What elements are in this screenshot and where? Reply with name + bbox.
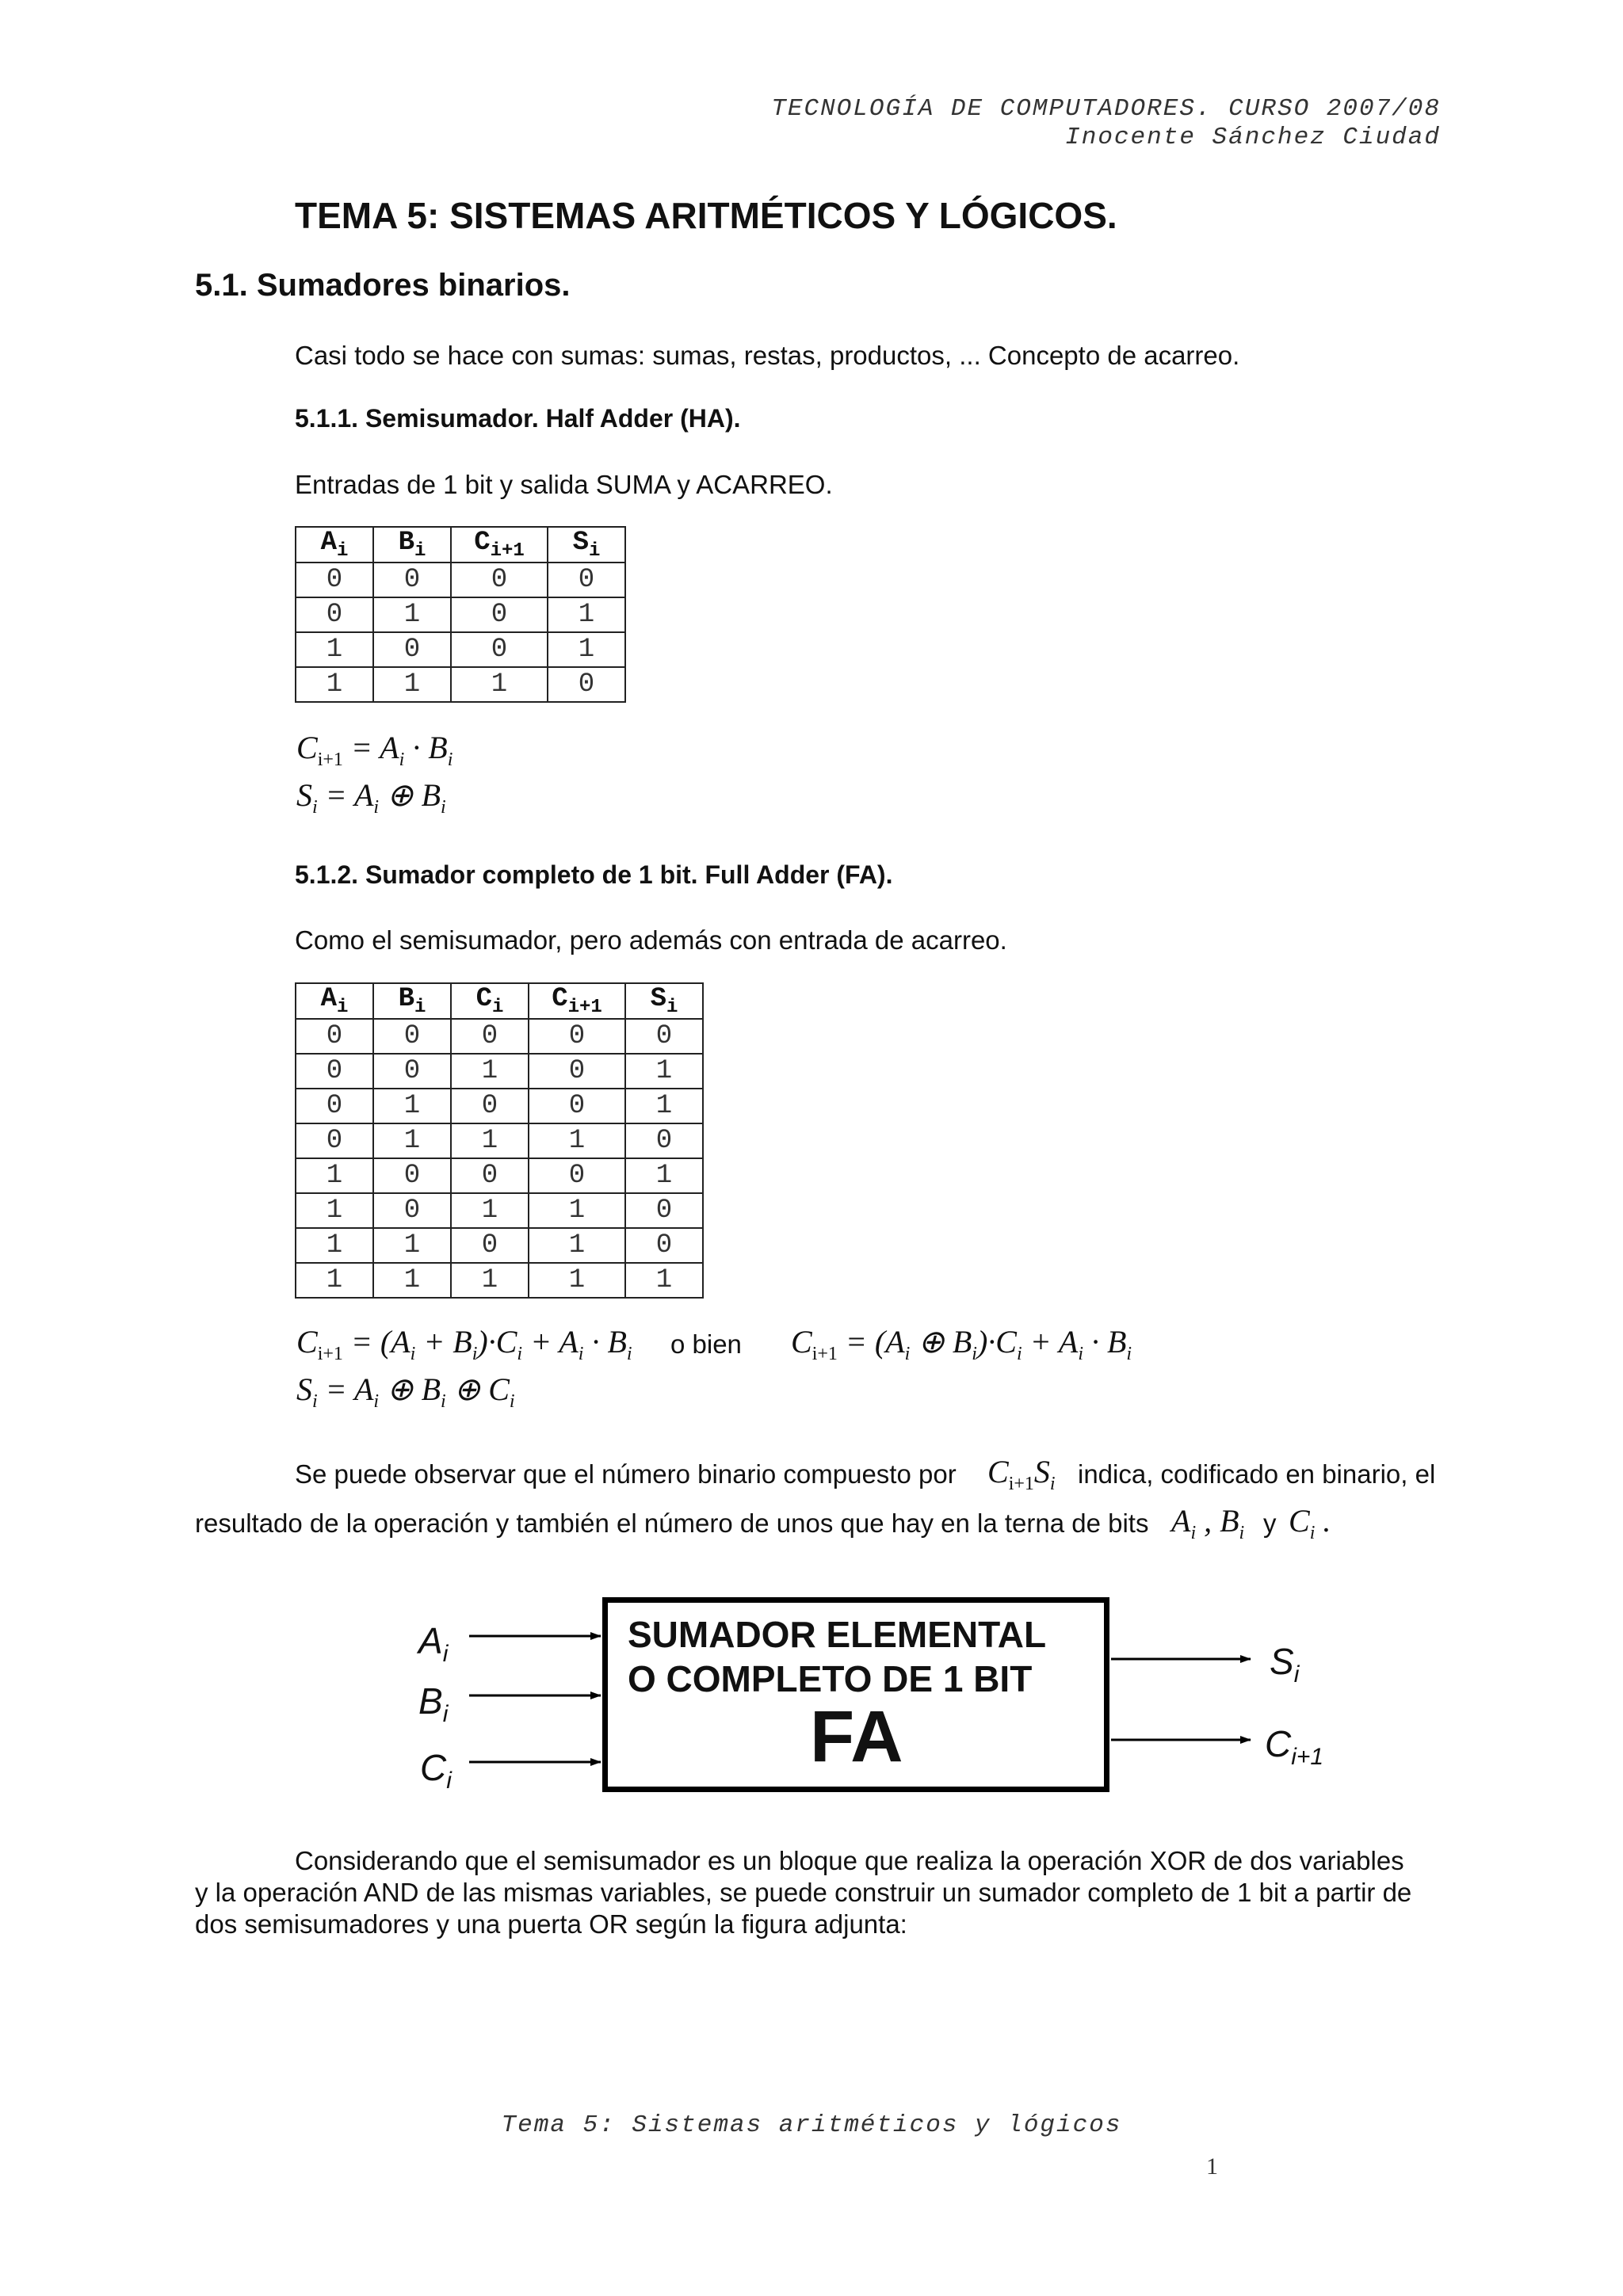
output-s-label: $S_i$ [1270, 1641, 1300, 1688]
table-cell: 1 [548, 632, 625, 667]
table-cell: 0 [451, 1019, 529, 1054]
fa-block-line1: SUMADOR ELEMENTAL [628, 1614, 1047, 1655]
considering-line1: Considerando que el semisumador es un bloque que realiza la operación XOR de dos variables [295, 1846, 1404, 1875]
input-a-label: $A_i$ [418, 1620, 449, 1668]
output-c-label: $C_{i+1}$ [1265, 1723, 1324, 1771]
table-cell: 0 [296, 1123, 373, 1158]
table-cell: 1 [451, 667, 548, 702]
fa-col-header: $B_i$ [373, 983, 451, 1019]
table-cell: 0 [451, 1228, 529, 1263]
fa-col-header: $S_i$ [625, 983, 703, 1019]
ha-heading: 5.1.1. Semisumador. Half Adder (HA). [295, 404, 741, 433]
page-title: TEMA 5: SISTEMAS ARITMÉTICOS Y LÓGICOS. [295, 195, 1117, 236]
table-cell: 0 [451, 563, 548, 597]
fa-col-header: $A_i$ [296, 983, 373, 1019]
table-cell: 0 [529, 1054, 625, 1089]
considering-line3: dos semisumadores y una puerta OR según la figura adjunta: [195, 1909, 907, 1939]
table-cell: 1 [625, 1158, 703, 1193]
table-cell: 0 [529, 1019, 625, 1054]
table-cell: 1 [373, 1263, 451, 1298]
table-cell: 0 [296, 1054, 373, 1089]
table-cell: 0 [451, 597, 548, 632]
table-cell: 1 [373, 597, 451, 632]
table-cell: 1 [373, 667, 451, 702]
page-number: 1 [1206, 2153, 1218, 2180]
ha-sum-equation: $S_i = A_i$ ⊕ $B_i$ [296, 777, 446, 818]
header-author: Inocente Sánchez Ciudad [1065, 124, 1441, 151]
o-bien-text: o bien [670, 1329, 742, 1359]
table-cell: 1 [296, 667, 373, 702]
table-cell: 0 [548, 667, 625, 702]
table-cell: 1 [529, 1123, 625, 1158]
table-cell: 1 [625, 1089, 703, 1123]
observe-part1: Se puede observar que el número binario compuesto por [295, 1459, 957, 1489]
ha-col-header: $C_{i+1}$ [451, 527, 548, 563]
observe-ci: $C_i$ . [1289, 1503, 1331, 1543]
table-cell: 1 [451, 1263, 529, 1298]
fa-sum-equation: $S_i = A_i$ ⊕ $B_i$ ⊕ $C_i$ [296, 1371, 515, 1412]
intro-text: Casi todo se hace con sumas: sumas, restas, productos, ... Concepto de acarreo. [295, 341, 1240, 370]
table-cell: 1 [296, 1158, 373, 1193]
fa-col-header: $C_i$ [451, 983, 529, 1019]
table-cell: 0 [373, 563, 451, 597]
table-cell: 0 [373, 632, 451, 667]
table-cell: 0 [625, 1019, 703, 1054]
table-cell: 1 [373, 1089, 451, 1123]
table-cell: 0 [625, 1228, 703, 1263]
table-cell: 1 [625, 1054, 703, 1089]
footer-title: Tema 5: Sistemas aritméticos y lógicos [501, 2111, 1122, 2139]
observe-ci1si: $C_{i+1}S_i$ [987, 1454, 1056, 1494]
considering-line2: y la operación AND de las mismas variables, se puede construir un sumador completo de 1 bit a partir de [195, 1878, 1412, 1907]
table-cell: 0 [373, 1193, 451, 1228]
table-cell: 1 [296, 632, 373, 667]
observe-part2: indica, codificado en binario, el [1078, 1459, 1436, 1489]
ha-col-header: $B_i$ [373, 527, 451, 563]
table-cell: 0 [373, 1054, 451, 1089]
fa-carry-equation-2: $C_{i+1} = (A_i$ ⊕ $B_i)\cdot C_i + A_i \cdot B_i$ [791, 1324, 1132, 1364]
fa-heading: 5.1.2. Sumador completo de 1 bit. Full Adder (FA). [295, 860, 893, 889]
table-cell: 0 [451, 1158, 529, 1193]
table-cell: 1 [373, 1228, 451, 1263]
section-heading: 5.1. Sumadores binarios. [195, 268, 571, 303]
table-cell: 0 [625, 1193, 703, 1228]
input-c-label: $C_i$ [420, 1747, 452, 1794]
fa-text: Como el semisumador, pero además con entrada de acarreo. [295, 925, 1007, 955]
table-cell: 0 [451, 1089, 529, 1123]
table-cell: 1 [296, 1193, 373, 1228]
table-cell: 1 [529, 1263, 625, 1298]
table-cell: 1 [451, 1054, 529, 1089]
table-cell: 0 [296, 597, 373, 632]
table-cell: 0 [373, 1019, 451, 1054]
table-cell: 1 [373, 1123, 451, 1158]
fa-col-header: $C_{i+1}$ [529, 983, 625, 1019]
table-cell: 1 [625, 1263, 703, 1298]
observe-bits: $A_i$ , $B_i$ [1171, 1503, 1245, 1543]
table-cell: 0 [529, 1158, 625, 1193]
table-cell: 0 [529, 1089, 625, 1123]
observe-y: y [1263, 1508, 1277, 1538]
table-cell: 0 [296, 563, 373, 597]
table-cell: 0 [373, 1158, 451, 1193]
table-cell: 1 [296, 1263, 373, 1298]
table-cell: 0 [296, 1019, 373, 1054]
table-cell: 1 [296, 1228, 373, 1263]
table-cell: 1 [451, 1123, 529, 1158]
table-cell: 0 [625, 1123, 703, 1158]
ha-col-header: $A_i$ [296, 527, 373, 563]
fa-block-line2: O COMPLETO DE 1 BIT [628, 1658, 1033, 1699]
table-cell: 1 [548, 597, 625, 632]
fa-carry-equation-1: $C_{i+1} = (A_i + B_i)\cdot C_i + A_i \cdot B_i$ [296, 1324, 632, 1364]
ha-carry-equation: $C_{i+1} = A_i \cdot B_i$ [296, 730, 453, 770]
table-cell: 0 [548, 563, 625, 597]
header-course: TECNOLOGÍA DE COMPUTADORES. CURSO 2007/08 [771, 95, 1441, 123]
table-cell: 1 [529, 1228, 625, 1263]
input-b-label: $B_i$ [418, 1680, 449, 1728]
ha-col-header: $S_i$ [548, 527, 625, 563]
table-cell: 0 [451, 632, 548, 667]
table-cell: 1 [451, 1193, 529, 1228]
ha-text: Entradas de 1 bit y salida SUMA y ACARREO. [295, 470, 833, 499]
fa-block-label: FA [810, 1696, 903, 1777]
table-cell: 0 [296, 1089, 373, 1123]
table-cell: 1 [529, 1193, 625, 1228]
observe-part3: resultado de la operación y también el número de unos que hay en la terna de bits [195, 1508, 1149, 1538]
